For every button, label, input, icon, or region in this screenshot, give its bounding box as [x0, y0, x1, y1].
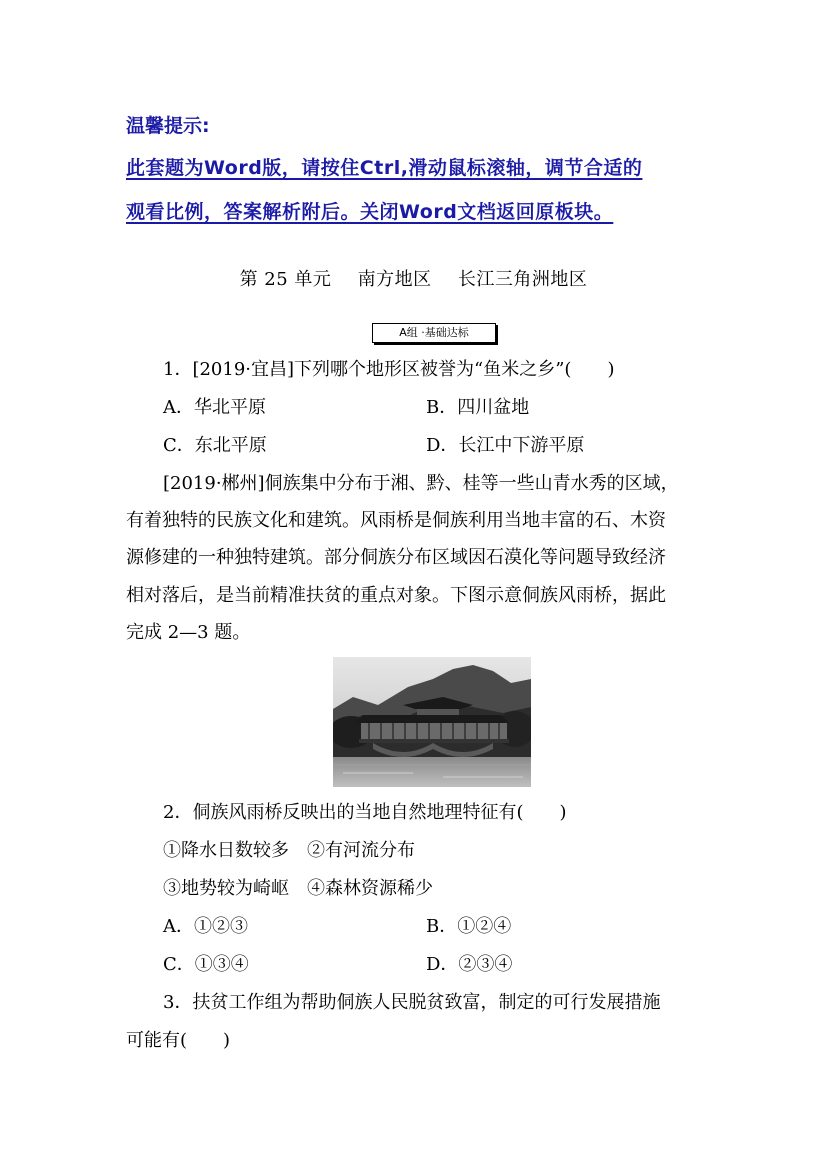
passage-line-5: 完成 2—3 题。 — [126, 622, 251, 643]
tip-title: 温馨提示: — [126, 115, 210, 137]
q2-option-b: B．①②④ — [426, 916, 512, 937]
q2-option-a: A．①②③ — [163, 916, 248, 937]
group-label: A组 ·基础达标 — [372, 323, 496, 343]
q1-option-b: B．四川盆地 — [426, 397, 530, 418]
unit-number: 第 25 单元 — [239, 269, 332, 290]
passage-line-1: [2019·郴州]侗族集中分布于湘、黔、桂等一些山青水秀的区域， — [163, 473, 679, 494]
unit-title — [0, 265, 827, 291]
unit-subregion: 长江三角洲地区 — [457, 269, 588, 290]
wind-rain-bridge-photo — [333, 657, 531, 787]
q2-option-d: D．②③④ — [426, 954, 513, 975]
passage-line-4: 相对落后，是当前精准扶贫的重点对象。下图示意侗族风雨桥，据此 — [126, 585, 666, 606]
q2-option-c: C．①③④ — [163, 954, 249, 975]
q3-stem-line-2: 可能有( ) — [126, 1030, 231, 1051]
q2-item-line-1: ①降水日数较多 ②有河流分布 — [163, 840, 415, 861]
tip-line-2: 观看比例，答案解析附后。关闭Word文档返回原板块。 — [126, 201, 614, 223]
q1-stem: 1．[2019·宜昌]下列哪个地形区被誉为“鱼米之乡”( ) — [163, 359, 615, 380]
q3-stem-line-1: 3．扶贫工作组为帮助侗族人民脱贫致富，制定的可行发展措施 — [163, 992, 661, 1013]
tip-line-1: 此套题为Word版，请按住Ctrl,滑动鼠标滚轴，调节合适的 — [126, 157, 643, 179]
passage-line-2: 有着独特的民族文化和建筑。风雨桥是侗族利用当地丰富的石、木资 — [126, 510, 666, 531]
unit-region: 南方地区 — [357, 269, 432, 290]
q1-option-d: D．长江中下游平原 — [426, 435, 585, 456]
passage-line-3: 源修建的一种独特建筑。部分侗族分布区域因石漠化等问题导致经济 — [126, 547, 666, 568]
q2-item-line-2: ③地势较为崎岖 ④森林资源稀少 — [163, 878, 433, 899]
q1-option-c: C．东北平原 — [163, 435, 267, 456]
q2-stem: 2．侗族风雨桥反映出的当地自然地理特征有( ) — [163, 802, 567, 823]
q1-option-a: A．华北平原 — [163, 397, 266, 418]
